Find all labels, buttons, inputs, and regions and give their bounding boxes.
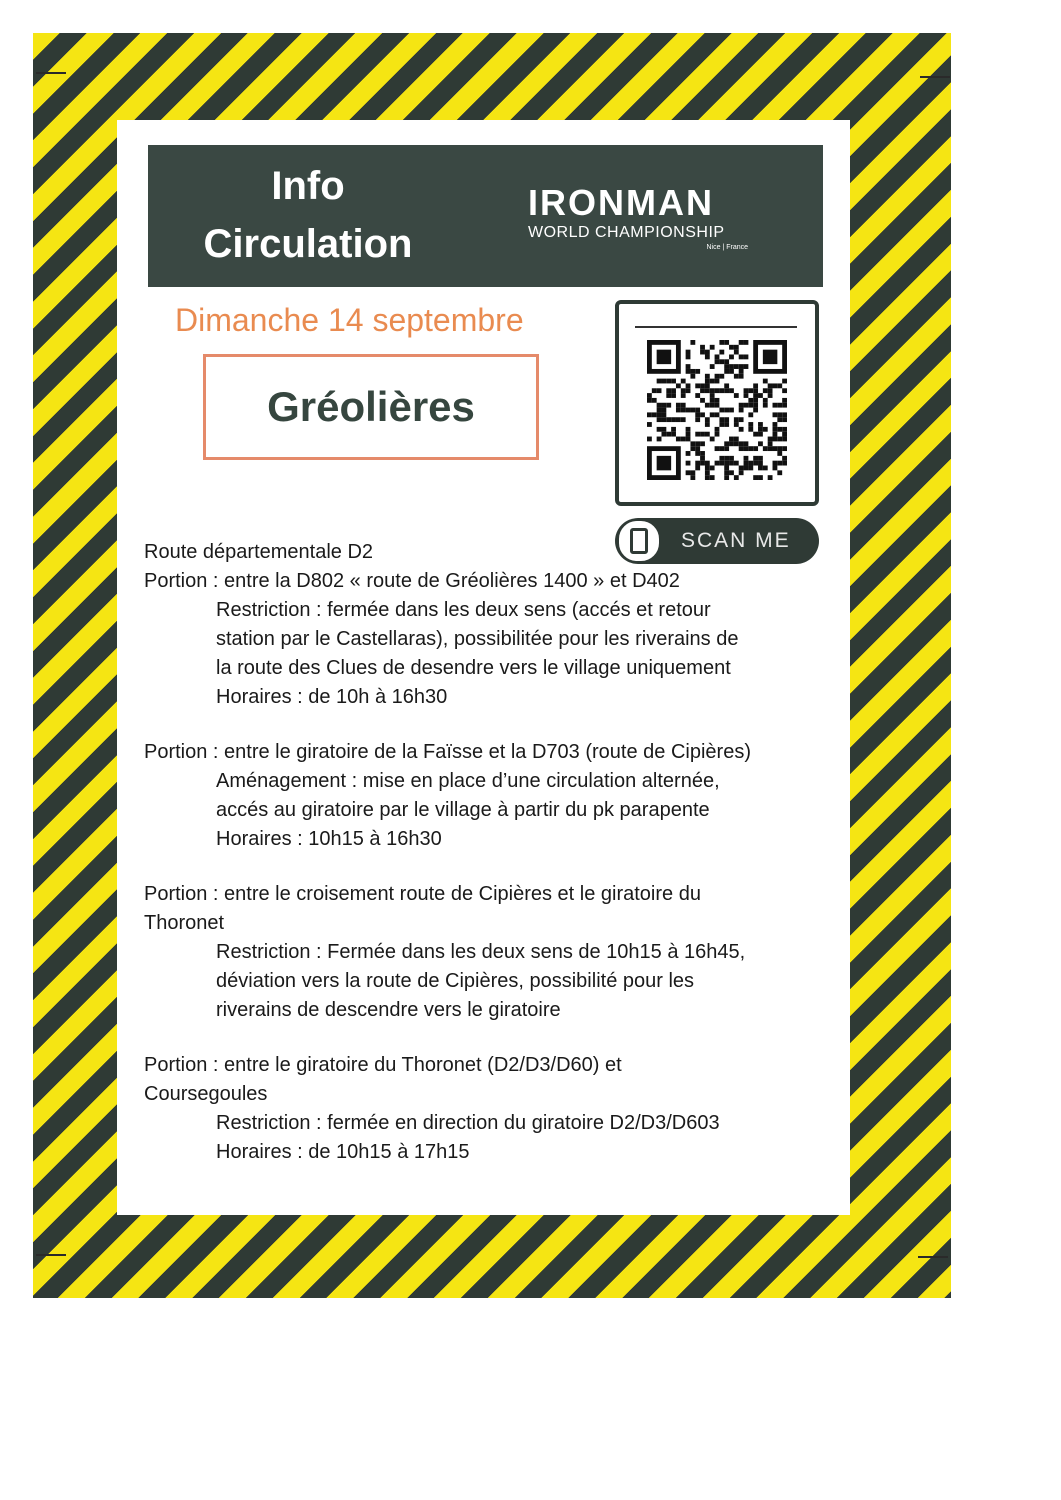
portion-heading: Portion : entre la D802 « route de Gréolières 1400 » et D402 (144, 570, 680, 592)
portion-heading: Portion : entre le giratoire de la Faïsse et la D703 (route de Cipières) (144, 741, 751, 763)
portion-heading: Route départementale D2 (144, 541, 374, 563)
scan-me-label: SCAN ME (681, 529, 791, 552)
qr-divider (635, 326, 797, 328)
restriction-detail: Horaires : 10h15 à 16h30 (216, 828, 442, 850)
town-name: Gréolières (267, 383, 475, 430)
restriction-section (144, 538, 824, 712)
ironman-logo (528, 183, 768, 253)
traffic-restrictions (144, 538, 824, 1193)
portion-heading: Coursegoules (144, 1083, 268, 1105)
crop-mark (918, 1256, 948, 1258)
portion-heading: Portion : entre le croisement route de Cipières et le giratoire du (144, 883, 701, 905)
qr-code-icon[interactable] (645, 340, 789, 480)
crop-mark (36, 1254, 66, 1256)
restriction-detail: Restriction : fermée dans les deux sens (accés et retour (216, 599, 711, 621)
brand-location: Nice | France (706, 244, 748, 251)
portion-heading: Thoronet (144, 912, 225, 934)
crop-mark (36, 72, 66, 74)
restriction-section (144, 880, 824, 1025)
page-title (168, 157, 448, 273)
restriction-detail: Aménagement : mise en place d’une circulation alternée, (216, 770, 720, 792)
brand-subtitle: WORLD CHAMPIONSHIP (528, 224, 725, 241)
restriction-detail: Restriction : fermée en direction du giratoire D2/D3/D603 (216, 1112, 720, 1134)
restriction-detail: déviation vers la route de Cipières, possibilité pour les (216, 970, 695, 992)
title-line-2: Circulation (203, 222, 413, 266)
portion-heading: Portion : entre le giratoire du Thoronet (D2/D3/D60) et (144, 1054, 622, 1076)
restriction-detail: riverains de descendre vers le giratoire (216, 999, 561, 1021)
restriction-detail: station par le Castellaras), possibilitée pour les riverains de (216, 628, 739, 650)
crop-mark (920, 76, 950, 78)
title-line-1: Info (271, 164, 345, 208)
qr-code-frame[interactable] (615, 300, 819, 506)
town-box (203, 354, 539, 460)
restriction-section (144, 738, 824, 854)
restriction-section (144, 1051, 824, 1167)
notice-panel (117, 120, 850, 1215)
restriction-detail: Horaires : de 10h15 à 17h15 (216, 1141, 470, 1163)
restriction-detail: Restriction : Fermée dans les deux sens de 10h15 à 16h45, (216, 941, 746, 963)
event-date: Dimanche 14 septembre (175, 302, 524, 338)
restriction-detail: la route des Clues de desendre vers le village uniquement (216, 657, 731, 679)
restriction-detail: accés au giratoire par le village à partir du pk parapente (216, 799, 710, 821)
restriction-detail: Horaires : de 10h à 16h30 (216, 686, 448, 708)
brand-name: IRONMAN (528, 182, 714, 223)
header-banner (148, 145, 823, 287)
